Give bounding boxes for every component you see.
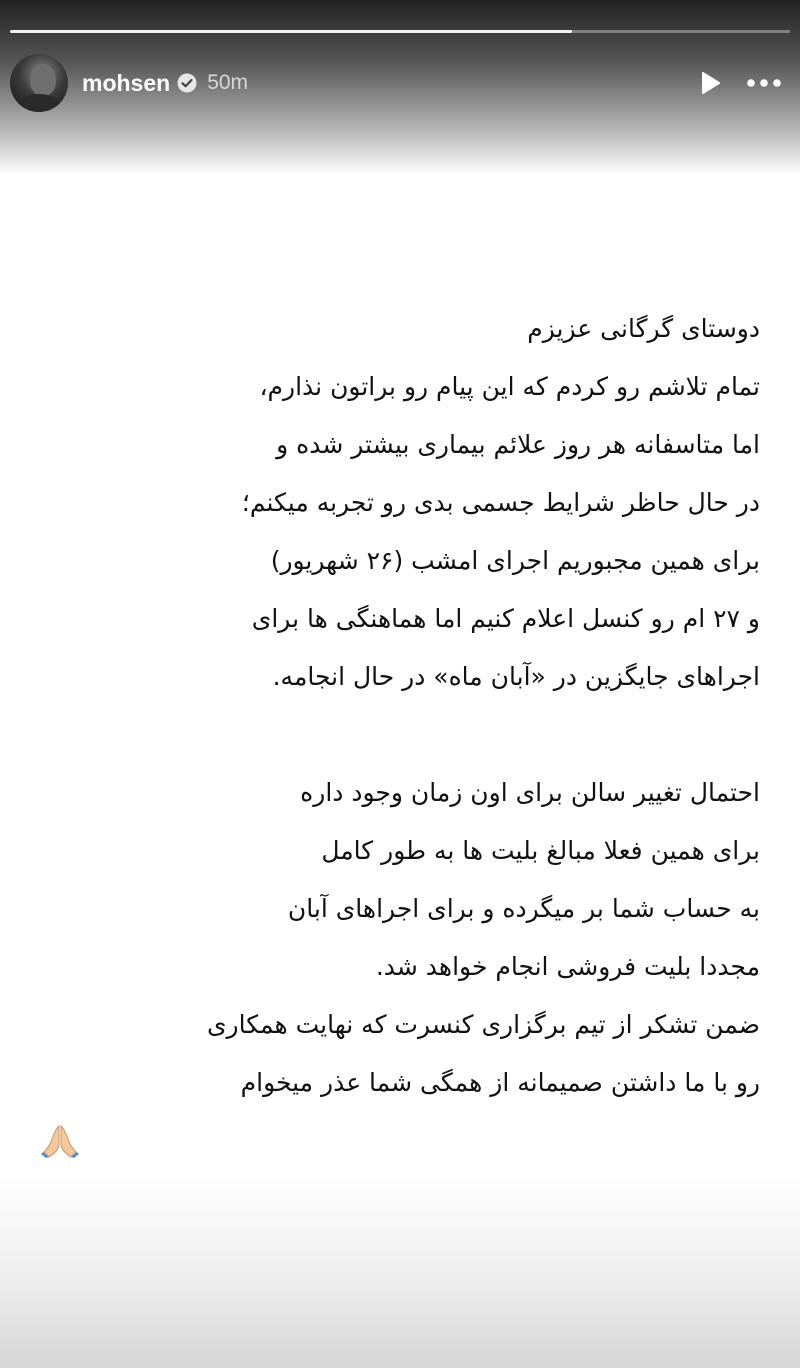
paragraph-gap bbox=[40, 706, 760, 764]
text-line: به حساب شما بر میگرده و برای اجراهای آبان bbox=[287, 894, 760, 923]
closing-emoji-line bbox=[40, 1112, 760, 1170]
text-line: در حال حاظر شرایط جسمی بدی رو تجربه میکنم؛ bbox=[241, 488, 760, 517]
play-button[interactable] bbox=[688, 61, 732, 105]
avatar[interactable] bbox=[10, 54, 68, 112]
text-line: اما متاسفانه هر روز علائم بیماری بیشتر شده و bbox=[276, 430, 760, 459]
story-header bbox=[10, 52, 790, 114]
text-line: دوستای گرگانی عزیزم bbox=[527, 314, 760, 343]
text-line: رو با ما داشتن صمیمانه از همگی شما عذر میخوام bbox=[240, 1068, 760, 1097]
text-line: برای همین مجبوریم اجرای امشب (۲۶ شهریور) bbox=[270, 546, 760, 575]
play-icon bbox=[697, 70, 723, 96]
text-line: برای همین فعلا مبالغ بلیت ها به طور کامل bbox=[321, 836, 760, 865]
text-line: و ۲۷ ام رو کنسل اعلام کنیم اما هماهنگی ها برای bbox=[251, 604, 760, 633]
text-line: اجراهای جایگزین در «آبان ماه» در حال انجامه. bbox=[272, 662, 760, 691]
folded-hands-icon bbox=[40, 1124, 80, 1158]
more-options-button[interactable] bbox=[742, 61, 786, 105]
text-line: تمام تلاشم رو کردم که این پیام رو براتون نذارم، bbox=[259, 372, 760, 401]
text-line: مجددا بلیت فروشی انجام خواهد شد. bbox=[375, 952, 760, 981]
username[interactable]: mohsen bbox=[82, 69, 171, 96]
story-progress-bar bbox=[10, 30, 790, 33]
story-text bbox=[40, 300, 760, 1170]
text-line: ضمن تشکر از تیم برگزاری کنسرت که نهایت همکاری bbox=[206, 1010, 760, 1039]
text-line: احتمال تغییر سالن برای اون زمان وجود داره bbox=[300, 778, 760, 807]
avatar-face bbox=[30, 64, 56, 96]
story-progress-fill bbox=[10, 30, 572, 33]
bottom-gradient-overlay bbox=[0, 1178, 800, 1368]
avatar-shoulder bbox=[16, 94, 62, 112]
post-time: 50m bbox=[207, 71, 249, 94]
verified-badge-icon bbox=[177, 73, 197, 93]
more-horizontal-icon bbox=[746, 78, 782, 88]
